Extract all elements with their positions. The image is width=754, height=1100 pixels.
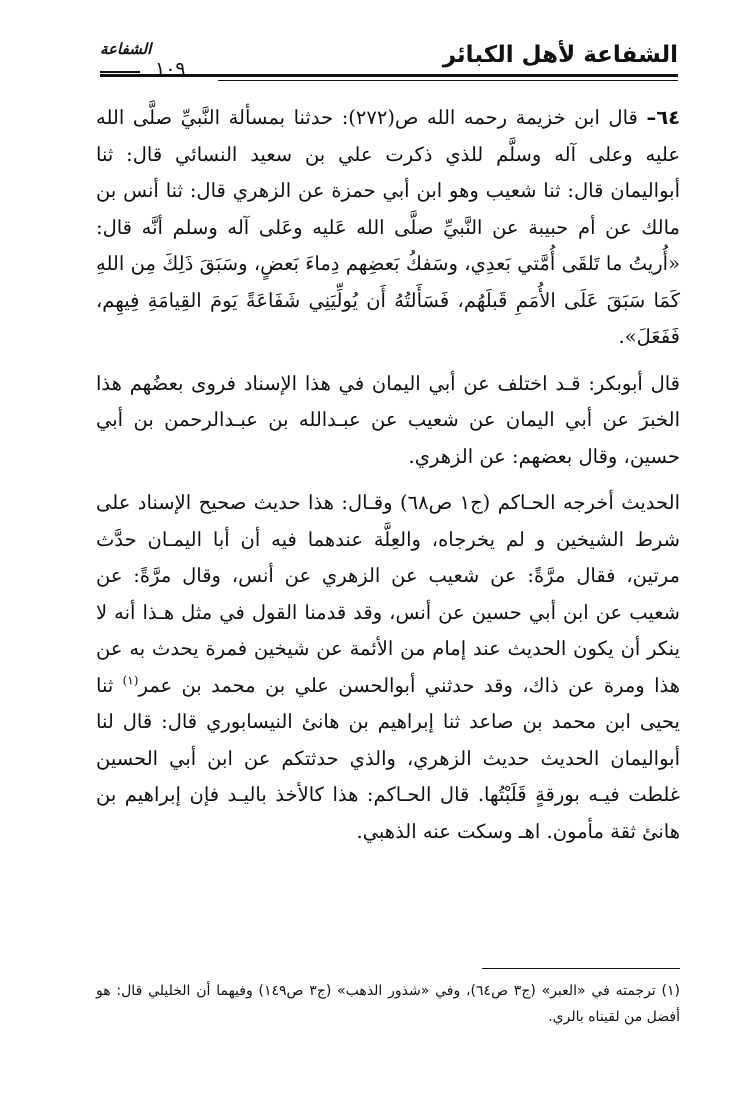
commentary-paragraph: قال أبوبكر: قـد اختلف عن أبي اليمان في هذا الإسناد فروى بعضُهم هذا الخبرَ عن أبي اليمان عن شعيب عن عبـدالله بن عبـدالرحمن بن أبي حسين، وقال بعضهم: عن الزهري. xyxy=(96,371,680,468)
main-text xyxy=(96,100,680,850)
running-head: الشفاعة xyxy=(100,40,152,58)
footnote: (١) ترجمته في «العبر» (ج٣ ص٦٤)، وفي «شذور الذهب» (ج٣ ص١٤٩) وفيهما أن الخليلي قال: هو أفضل من لقيناه بالري. xyxy=(96,983,680,1025)
page-number-rule xyxy=(100,71,140,73)
takhrij-text-start: الحديث أخرجه الحـاكم (ج١ ص٦٨) وقـال: هذا حديث صحيح الإسناد على شرط الشيخين و لم يخرجاه، والعِلَّة عندهما فيه أن أبا اليمـان حدَّث مرتين، فقال مرَّةً: عن شعيب عن الزهري عن أنس، وقال مرَّةً: عن شعيب عن ابن أبي حسين عن أنس، وقد قدمنا القول في مثل هـذا أنه لا ينكر أن يكون الحديث عند إمام من الأئمة عن شيخين فمرة يحدث به عن هذا ومرة عن ذاك، وقد حدثني أبوالحسن علي بن محمد بن عمر xyxy=(96,491,681,697)
page-header xyxy=(100,38,678,88)
book-title: الشفاعة لأهل الكبائر xyxy=(442,42,678,68)
takhrij-paragraph xyxy=(96,485,680,850)
header-rule-thin xyxy=(218,80,678,81)
takhrij-text-end: ثنا يحيى ابن محمد بن صاعد ثنا إبراهيم بن هانئ النيسابوري قال: قال لنا أبواليمان الحديث حديث الزهري، والذي حدثتكم عن ابن أبي الحسين غلطت فيـه بورقةٍ قَلَبْتُها. قال الحـاكم: هذا كالأخذ باليـد فإن إبراهيم بن هانئ ثقة مأمون. اهـ وسكت عنه الذهبي. xyxy=(96,673,680,843)
page-number: ١٠٩ xyxy=(155,58,186,80)
footnotes xyxy=(96,978,680,1030)
hadith-text: قال ابن خزيمة رحمه الله ص(٢٧٢): حدثنا بمسألة النَّبيِّ صلَّى الله عليه وعلى آله وسلَّم للذي ذكرت علي بن سعيد النسائي قال: ثنا أبواليمان قال: ثنا شعيب وهو ابن أبي حمزة عن الزهري قال: ثنا أنس بن مالك عن أم حبيبة عن النَّبيِّ صلَّى الله عَليه وعَلى آله وسلم أنَّه قال: «أُريتُ ما تَلقَى أُمَّتي بَعدِي، وسَفكُ بَعضِهم دِماءَ بَعضٍ، وسَبَقَ ذَلِكَ مِن اللهِ كَمَا سَبَقَ عَلَى الأُمَمِ قَبلَهُم، فَسَأَلتُهُ أَن يُولِّيَنِي شَفَاعَةً يَومَ القِيامَةِ فِيهِم، فَفَعَلَ». xyxy=(96,106,680,348)
footnote-separator xyxy=(482,968,680,969)
footnote-reference: (١) xyxy=(122,673,139,687)
hadith-number: ٦٤– xyxy=(646,106,680,129)
header-rule xyxy=(100,74,678,77)
hadith-paragraph xyxy=(96,100,680,356)
